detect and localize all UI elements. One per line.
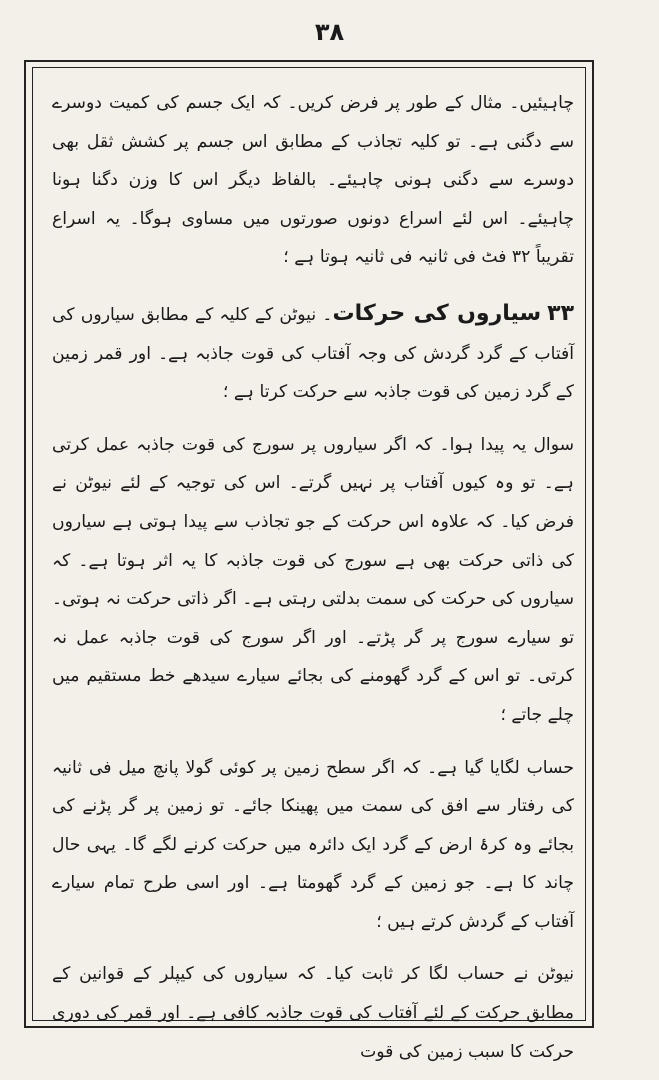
paragraph: نیوٹن نے حساب لگا کر ثابت کیا۔ کہ سیاروں کی کیپلر کے قوانین کے مطابق حرکت کے لئے آفتاب کی قوت جاذبہ کافی ہے۔ اور قمر کی دوری حرکت کا سبب زمین کی قوت <box>52 964 574 1062</box>
paragraph: چاہیئیں۔ مثال کے طور پر فرض کریں۔ کہ ایک جسم کی کمیت دوسرے سے دگنی ہے۔ تو کلیہ تجاذب کے مطابق اس جسم پر کشش ثقل بھی دوسرے سے دگنی ہونی چاہیئے۔ بالفاظ دیگر اس کا وزن دگنا ہونا چاہیئے۔ اس لئے اسراع دونوں صورتوں میں مساوی ہوگا۔ یہ اسراع تقریباً ۳۲ فٹ فی ثانیہ فی ثانیہ ہوتا ہے ؛ <box>52 93 574 268</box>
paragraph: سوال یہ پیدا ہوا۔ کہ اگر سیاروں پر سورج کی قوت جاذبہ عمل کرتی ہے۔ تو وہ کیوں آفتاب پر نہیں گرتے۔ اس کی توجیہ کے لئے نیوٹن نے فرض کیا۔ کہ علاوہ اس حرکت کے جو تجاذب سے پیدا ہوتی ہے سیاروں کی ذاتی حرکت بھی ہے سورج کی قوت جاذبہ کا یہ اثر ہوتا ہے۔ کہ سیاروں کی حرکت کی سمت بدلتی رہتی ہے۔ اگر ذاتی حرکت نہ ہوتی۔ تو سیارے سورج پر گر پڑتے۔ اور اگر سورج کی قوت جاذبہ عمل نہ کرتی۔ تو اس کے گرد گھومنے کی بجائے سیارے سیدھے خط مستقیم میں چلے جاتے ؛ <box>52 434 574 725</box>
page-number: ۳۸ <box>314 18 345 46</box>
paragraph: حساب لگایا گیا ہے۔ کہ اگر سطح زمین پر کوئی گولا پانچ میل فی ثانیہ کی رفتار سے افق کی سمت میں پھینکا جائے۔ تو زمین پر گر پڑنے کی بجائے وہ کرۂ ارض کے گرد ایک دائرہ میں حرکت کرنے لگے گا۔ یہی حال چاند کا ہے۔ جو زمین کے گرد گھومتا ہے۔ اور اسی طرح تمام سیارے آفتاب کے گردش کرتے ہیں ؛ <box>52 757 574 932</box>
section-paragraph <box>52 295 574 412</box>
section-number: ۳۳ <box>547 300 574 326</box>
section-text: ۔ نیوٹن کے کلیہ کے مطابق سیاروں کی آفتاب کے گرد گردش کی وجہ آفتاب کی قوت جاذبہ ہے۔ اور قمر زمین کے گرد زمین کی قوت جاذبہ سے حرکت کرتا ہے ؛ <box>52 304 574 403</box>
section-heading: سیاروں کی حرکات <box>332 300 542 326</box>
page-content <box>52 84 574 1062</box>
